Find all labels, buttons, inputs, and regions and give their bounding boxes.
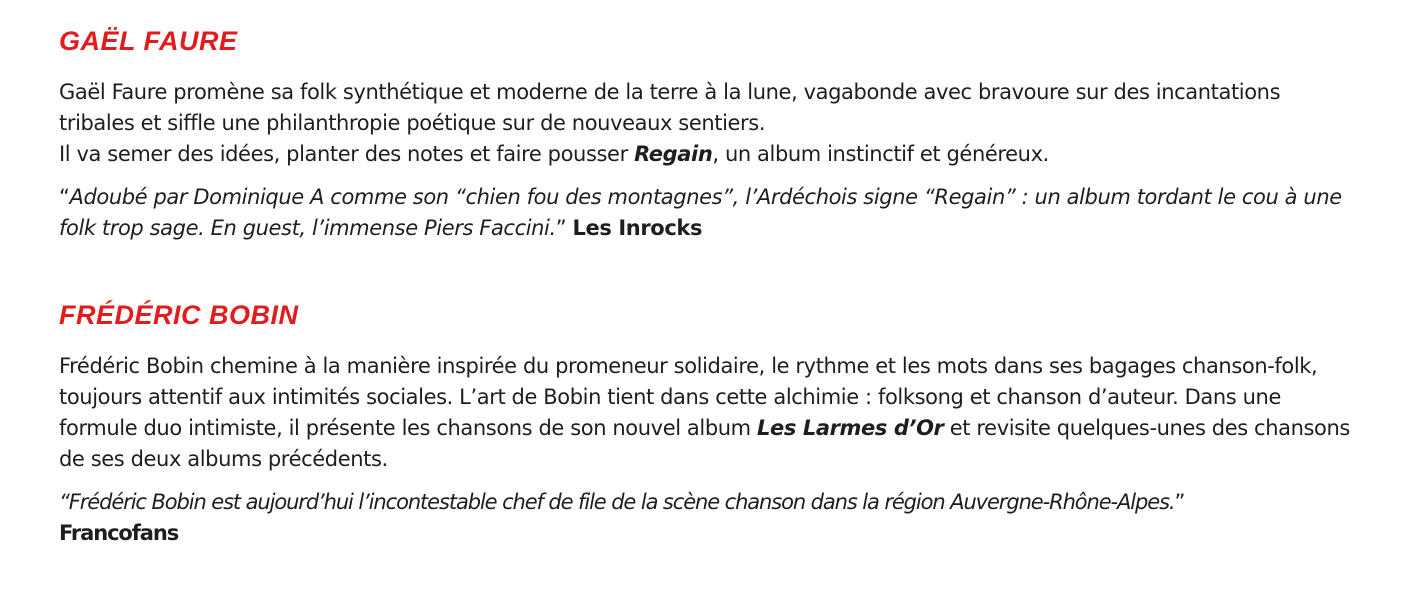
artist-name: FRÉDÉRIC BOBIN: [59, 300, 299, 330]
press-quote: [59, 487, 1359, 549]
quote-source: Francofans: [59, 521, 179, 545]
artist-bio: [59, 77, 1359, 170]
bio-text: Frédéric Bobin chemine à la manière inspirée du promeneur solidaire, le rythme et les mots dans ses bagages chanson-folk, toujours attentif aux intimités sociales. L’art de Bobin tient dans cette alchimie : folksong et chanson d’auteur. Dans une formule duo intimiste, il présente les chansons de son nouvel album: [59, 354, 1318, 440]
quote-mark: ”: [1174, 490, 1185, 514]
press-quote: [59, 182, 1359, 244]
quote-text: Adoubé par Dominique A comme son “chien fou des montagnes”, l’Ardéchois signe “Regain” : un album tordant le cou à une folk trop sage. En guest, l’immense Piers Faccini.: [59, 185, 1342, 240]
quote-source: Les Inrocks: [572, 216, 703, 240]
artist-name: GAËL FAURE: [59, 26, 238, 56]
page-content: [59, 22, 1359, 549]
album-title: Les Larmes d’Or: [757, 416, 944, 440]
quote-mark: “: [59, 185, 70, 209]
bio-text: Il va semer des idées, planter des notes et faire pousser: [59, 142, 635, 166]
bio-text: et revisite quelques-unes des chansons de ses deux albums précédents.: [59, 416, 1350, 471]
artist-bio: [59, 351, 1359, 475]
bio-text: Gaël Faure promène sa folk synthétique et moderne de la terre à la lune, vagabonde avec bravoure sur des incantations tribales et siffle une philanthropie poétique sur de nouveaux sentiers.: [59, 80, 1281, 135]
artist-section-gael-faure: [59, 22, 1359, 244]
quote-text: “Frédéric Bobin est aujourd’hui l’incontestable chef de file de la scène chanson dans la région Auvergne-Rhône-Alpes.: [59, 490, 1175, 514]
bio-text: , un album instinctif et généreux.: [712, 142, 1049, 166]
artist-section-frederic-bobin: [59, 296, 1359, 549]
quote-mark: ”: [555, 216, 573, 240]
album-title: Regain: [634, 142, 713, 166]
